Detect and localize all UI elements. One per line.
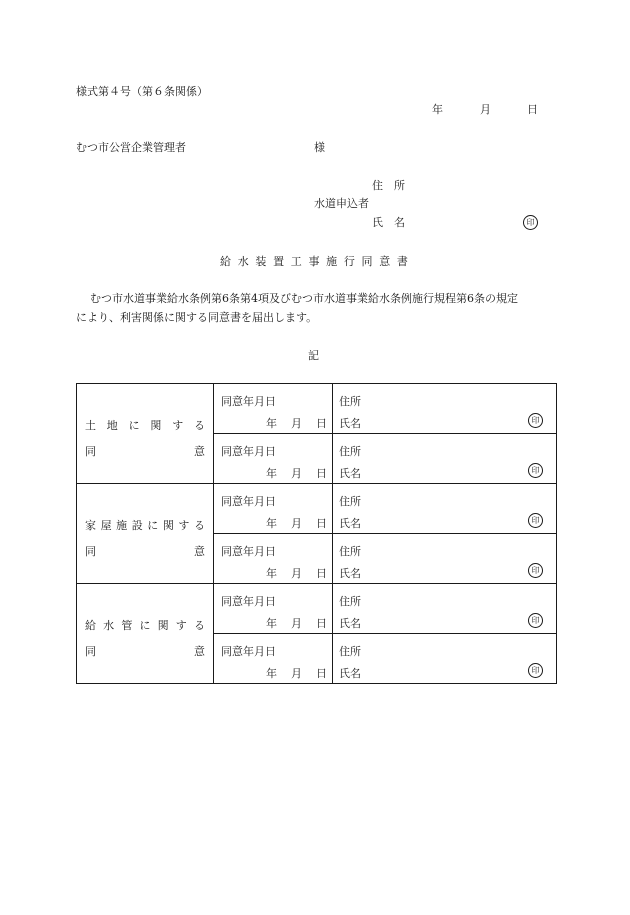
consent-person-cell[interactable] (333, 534, 557, 584)
category-char: 水 (103, 619, 115, 632)
consent-date-label: 同意年月日 (221, 445, 276, 458)
category-char: る (193, 419, 205, 432)
date-unit-label: 月 (291, 617, 302, 630)
document-title (220, 256, 408, 267)
address-label: 住所 (339, 395, 361, 408)
date-unit-label: 年 (266, 667, 277, 680)
date-unit-label: 日 (316, 667, 327, 680)
consent-date-cell[interactable] (214, 584, 333, 634)
consent-person-cell[interactable] (333, 634, 557, 684)
name-label: 氏名 (339, 467, 361, 480)
name-label: 氏名 (339, 667, 361, 680)
date-unit-label: 年 (266, 517, 277, 530)
consent-date-label: 同意年月日 (221, 395, 276, 408)
seal-mark: 印 (528, 513, 543, 528)
consent-person-cell[interactable] (333, 584, 557, 634)
name-label: 氏名 (339, 517, 361, 530)
category-char: 地 (106, 419, 118, 432)
applicant-seal-mark: 印 (523, 215, 538, 230)
addressee-honorific: 様 (314, 141, 325, 154)
address-label: 住所 (339, 595, 361, 608)
category-char: 屋 (100, 519, 112, 532)
category-char: 設 (131, 519, 143, 532)
title-char: 給 (220, 255, 231, 268)
consent-date-cell[interactable] (214, 534, 333, 584)
date-unit-label: 日 (316, 617, 327, 630)
table-row (77, 384, 557, 434)
title-char: 同 (361, 255, 373, 268)
title-char: 書 (396, 255, 408, 268)
category-char: に (128, 419, 140, 432)
consent-person-cell[interactable] (333, 384, 557, 434)
category-char: に (147, 519, 159, 532)
category-char: 管 (121, 619, 133, 632)
title-char: 工 (290, 255, 302, 268)
consent-date-cell[interactable] (214, 484, 333, 534)
category-char: 関 (157, 619, 169, 632)
date-unit-label: 年 (266, 417, 277, 430)
consent-date-label: 同意年月日 (221, 495, 276, 508)
ki-heading: 記 (308, 349, 319, 362)
name-label: 氏名 (339, 617, 361, 630)
applicant-role: 水道申込者 (314, 197, 369, 210)
date-unit-label: 月 (291, 517, 302, 530)
category-char: 施 (116, 519, 128, 532)
title-char: 置 (273, 255, 285, 268)
consent-date-label: 同意年月日 (221, 595, 276, 608)
seal-mark: 印 (528, 413, 543, 428)
seal-mark: 印 (528, 463, 543, 478)
category-char: に (139, 619, 151, 632)
consent-category (77, 484, 214, 584)
title-char: 装 (255, 255, 267, 268)
address-label: 住所 (339, 495, 361, 508)
date-unit-label: 日 (316, 417, 327, 430)
date-unit-label: 月 (291, 417, 302, 430)
name-label: 氏名 (339, 417, 361, 430)
body-text-line2: により、利害関係に関する同意書を届出します。 (76, 311, 318, 324)
date-unit-label: 月 (291, 667, 302, 680)
table-row (77, 484, 557, 534)
category-char: す (175, 619, 187, 632)
category-char: る (193, 619, 205, 632)
date-unit-label: 日 (316, 467, 327, 480)
consent-date-label: 同意年月日 (221, 645, 276, 658)
date-unit-label: 年 (266, 617, 277, 630)
title-char: 水 (237, 255, 249, 268)
consent-date-cell[interactable] (214, 434, 333, 484)
date-year-label: 年 (432, 103, 443, 116)
seal-mark: 印 (528, 663, 543, 678)
category-char: す (172, 419, 184, 432)
applicant-address-label: 住 所 (372, 179, 405, 192)
category-char: 同 (85, 545, 96, 558)
addressee-name: むつ市公営企業管理者 (76, 141, 186, 154)
seal-mark: 印 (528, 563, 543, 578)
date-day-label: 日 (527, 103, 538, 116)
consent-category (77, 384, 214, 484)
category-char: 関 (150, 419, 162, 432)
title-char: 意 (379, 255, 391, 268)
address-label: 住所 (339, 445, 361, 458)
title-char: 事 (308, 255, 320, 268)
date-unit-label: 月 (291, 567, 302, 580)
date-month-label: 月 (480, 103, 491, 116)
consent-category (77, 584, 214, 684)
seal-mark: 印 (528, 613, 543, 628)
title-char: 施 (326, 255, 338, 268)
date-unit-label: 月 (291, 467, 302, 480)
consent-date-cell[interactable] (214, 634, 333, 684)
applicant-name-label: 氏 名 (372, 216, 405, 229)
consent-date-label: 同意年月日 (221, 545, 276, 558)
consent-person-cell[interactable] (333, 434, 557, 484)
category-char: 給 (85, 619, 96, 632)
form-number: 様式第４号（第６条関係） (76, 85, 208, 98)
category-char: 意 (194, 445, 205, 458)
date-unit-label: 年 (266, 567, 277, 580)
consent-person-cell[interactable] (333, 484, 557, 534)
name-label: 氏名 (339, 567, 361, 580)
category-char: 家 (85, 519, 96, 532)
date-unit-label: 日 (316, 567, 327, 580)
consent-date-cell[interactable] (214, 384, 333, 434)
body-text-line1: むつ市水道事業給水条例第6条第4項及びむつ市水道事業給水条例施行規程第6条の規定 (90, 292, 518, 305)
category-char: 同 (85, 645, 96, 658)
date-unit-label: 日 (316, 517, 327, 530)
category-char: す (178, 519, 190, 532)
category-char: 同 (85, 445, 96, 458)
title-char: 行 (343, 255, 355, 268)
consent-table (76, 383, 557, 684)
category-char: 意 (194, 645, 205, 658)
table-row (77, 584, 557, 634)
category-char: 土 (85, 419, 96, 432)
category-char: 意 (194, 545, 205, 558)
category-char: る (193, 519, 205, 532)
date-unit-label: 年 (266, 467, 277, 480)
address-label: 住所 (339, 545, 361, 558)
address-label: 住所 (339, 645, 361, 658)
category-char: 関 (162, 519, 174, 532)
